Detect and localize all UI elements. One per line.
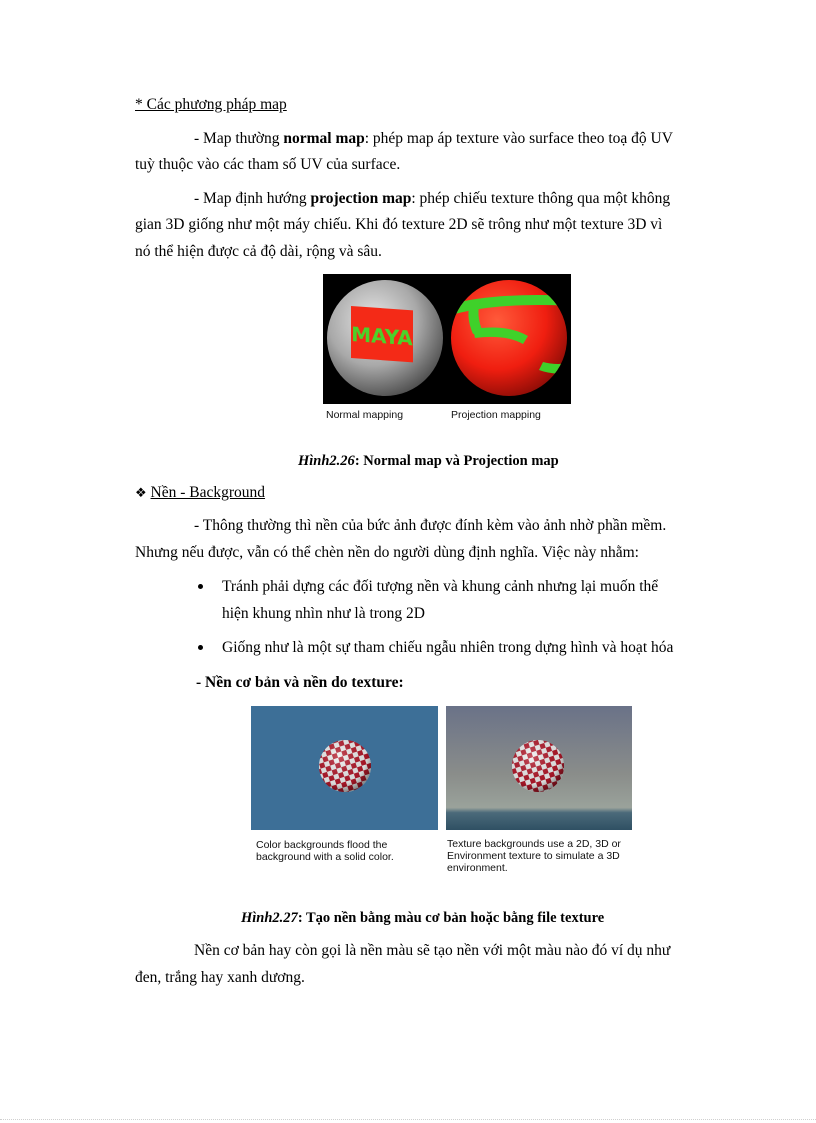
figure-caption-2-27: Hình2.27: Tạo nền bằng màu cơ bản hoặc bằng file texture: [241, 910, 605, 926]
subheading-basic-texture-background: - Nền cơ bản và nền do texture:: [196, 674, 404, 691]
figure-label-texture-backgrounds: Texture backgrounds use a 2D, 3D or Environment texture to simulate a 3D environment.: [447, 838, 621, 874]
page-bottom-divider: [0, 1119, 816, 1120]
figure-label-normal-mapping: Normal mapping: [326, 409, 404, 421]
maya-logo: MAYA: [351, 322, 413, 351]
maya-texture-patch: [351, 306, 413, 362]
paragraph-background-line1: - Thông thường thì nền của bức ảnh được đính kèm vào ảnh nhờ phần mềm.: [194, 517, 667, 534]
term-normal-map: normal map: [283, 130, 365, 147]
section-heading-map-methods: * Các phương pháp map: [135, 96, 287, 113]
figure-normal-projection-image: [323, 274, 571, 404]
bullet-item-1-line1: Tránh phải dựng các đối tượng nền và khung cảnh nhưng lại muốn thể: [222, 578, 659, 595]
texture-background-render: [446, 706, 632, 830]
paragraph-projection-map-line1: - Map định hướng projection map: phép chiếu texture thông qua một không: [194, 190, 671, 207]
diamond-bullet-icon: ❖: [135, 486, 147, 501]
bullet-item-2: Giống như là một sự tham chiếu ngẫu nhiên trong dựng hình và hoạt hóa: [222, 639, 674, 656]
figure-label-projection-mapping: Projection mapping: [451, 409, 541, 421]
figure-texture-background-image: [446, 706, 632, 830]
paragraph-normal-map-line2: tuỳ thuộc vào các tham số UV của surface.: [135, 156, 401, 173]
paragraph-projection-map-line3: nó thể hiện được cả độ dài, rộng và sâu.: [135, 243, 382, 260]
color-background-render: [251, 706, 438, 830]
paragraph-closing-line1: Nền cơ bản hay còn gọi là nền màu sẽ tạo nền với một màu nào đó ví dụ như: [194, 942, 671, 959]
figure-caption-2-26: Hình2.26: Normal map và Projection map: [298, 453, 559, 469]
figure-label-color-backgrounds: Color backgrounds flood the background with a solid color.: [256, 839, 394, 863]
term-projection-map: projection map: [310, 190, 412, 207]
bullet-dot-icon: [198, 584, 203, 589]
figure-normal-projection-render: [323, 274, 571, 404]
bullet-item-1-line2: hiện khung nhìn như là trong 2D: [222, 605, 425, 622]
section-heading-background: ❖ Nền - Background: [135, 484, 266, 501]
paragraph-normal-map-line1: - Map thường normal map: phép map áp texture vào surface theo toạ độ UV: [194, 130, 673, 147]
bullet-dot-icon: [198, 645, 203, 650]
paragraph-background-line2: Nhưng nếu được, vẫn có thể chèn nền do người dùng định nghĩa. Việc này nhằm:: [135, 544, 639, 561]
figure-color-background-image: [251, 706, 438, 830]
paragraph-projection-map-line2: gian 3D giống như một máy chiếu. Khi đó texture 2D sẽ trông như một texture 3D vì: [135, 216, 663, 233]
paragraph-closing-line2: đen, trắng hay xanh dương.: [135, 969, 305, 986]
